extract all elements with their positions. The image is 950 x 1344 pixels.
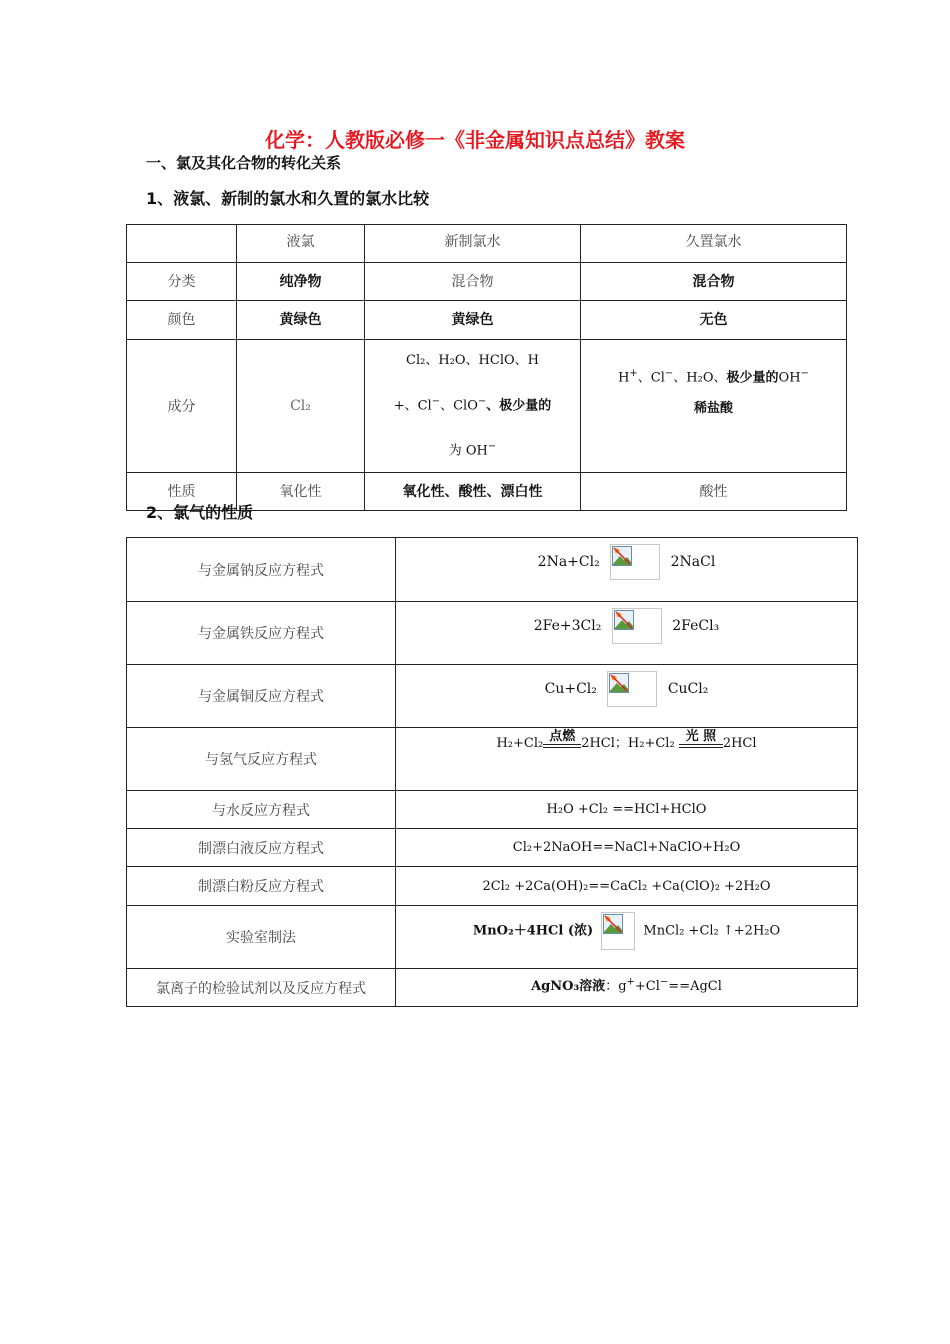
row-label: 成分 bbox=[127, 340, 237, 473]
table-row bbox=[127, 867, 858, 906]
superscript: − bbox=[664, 368, 674, 379]
text-span: OH bbox=[778, 370, 801, 386]
equation-part: ==AgCl bbox=[668, 979, 722, 994]
reaction-condition-arrow bbox=[543, 730, 581, 751]
table-cell: 黄绿色 bbox=[365, 301, 581, 340]
text-span: 、Cl bbox=[637, 370, 665, 386]
table-cell: 酸性 bbox=[581, 472, 847, 510]
text-span: +、Cl bbox=[393, 398, 432, 414]
superscript: − bbox=[487, 441, 497, 453]
table-cell: 氧化性 bbox=[237, 472, 365, 510]
table-row bbox=[127, 829, 858, 867]
subsection-heading-1: 1、液氯、新制的氯水和久置的氯水比较 bbox=[146, 189, 430, 208]
column-header: 液氯 bbox=[237, 225, 365, 263]
row-label: 颜色 bbox=[127, 301, 237, 340]
table-cell: 氧化性、酸性、漂白性 bbox=[365, 472, 581, 510]
equation-right: 2NaCl bbox=[670, 554, 716, 570]
equation-part: H₂+Cl₂ bbox=[496, 736, 544, 751]
superscript: − bbox=[659, 976, 669, 988]
text-span: 、ClO bbox=[440, 398, 478, 414]
superscript: − bbox=[431, 396, 441, 407]
row-label: 与金属铜反应方程式 bbox=[127, 665, 396, 728]
equation-cell bbox=[396, 602, 858, 665]
table-cell: Cl₂ bbox=[237, 340, 365, 473]
table-row bbox=[127, 906, 858, 969]
equation-left: Cu+Cl₂ bbox=[544, 681, 597, 697]
text-line bbox=[369, 381, 576, 426]
empty-header-cell bbox=[127, 225, 237, 263]
equation-right: CuCl₂ bbox=[667, 681, 709, 697]
table-row bbox=[127, 225, 847, 263]
condition-text: 点燃 bbox=[549, 729, 576, 744]
row-label: 实验室制法 bbox=[127, 906, 396, 969]
equation-cell bbox=[396, 728, 858, 791]
text-line: Cl₂、H₂O、HClO、H bbox=[406, 353, 539, 368]
table-cell-composition-new bbox=[365, 340, 581, 473]
table-cell: 纯净物 bbox=[237, 263, 365, 301]
equation-cell bbox=[396, 665, 858, 728]
broken-image-icon bbox=[601, 912, 635, 950]
broken-image-icon bbox=[610, 544, 660, 580]
text-span: H bbox=[618, 370, 630, 386]
equation-part: 2HCl bbox=[722, 736, 757, 751]
text-span: 极少量的 bbox=[726, 370, 779, 386]
equation-left: 2Na+Cl₂ bbox=[537, 554, 600, 570]
equation-cell: Cl₂+2NaOH==NaCl+NaClO+H₂O bbox=[396, 829, 858, 867]
row-label: 分类 bbox=[127, 263, 237, 301]
equation-part: 溶液 bbox=[579, 979, 606, 994]
equation-left: MnO₂＋4HCl (浓) bbox=[472, 923, 594, 939]
broken-image-icon bbox=[607, 671, 657, 707]
equation-part: +Cl bbox=[634, 979, 660, 994]
reaction-condition-arrow bbox=[679, 730, 723, 751]
equation-cell: 2Cl₂ +2Ca(OH)₂==CaCl₂ +Ca(ClO)₂ +2H₂O bbox=[396, 867, 858, 906]
table-row bbox=[127, 340, 847, 473]
superscript: + bbox=[626, 976, 635, 988]
table-cell: 黄绿色 bbox=[237, 301, 365, 340]
table-cell: 混合物 bbox=[581, 263, 847, 301]
row-label: 制漂白粉反应方程式 bbox=[127, 867, 396, 906]
row-label: 与氢气反应方程式 bbox=[127, 728, 396, 791]
equation-cell bbox=[396, 538, 858, 602]
table-cell: 无色 bbox=[581, 301, 847, 340]
table-row bbox=[127, 728, 858, 791]
broken-image-icon bbox=[612, 608, 662, 644]
text-span: 为 OH bbox=[448, 443, 488, 459]
equation-part: AgNO₃ bbox=[531, 979, 580, 994]
table-row bbox=[127, 969, 858, 1007]
equation-cell: H₂O +Cl₂ ==HCl+HClO bbox=[396, 791, 858, 829]
column-header: 久置氯水 bbox=[581, 225, 847, 263]
equation-left: 2Fe+3Cl₂ bbox=[533, 618, 602, 634]
table-row bbox=[127, 665, 858, 728]
table-cell: 混合物 bbox=[365, 263, 581, 301]
condition-text: 光 照 bbox=[685, 729, 717, 744]
table-row bbox=[127, 602, 858, 665]
document-title: 化学：人教版必修一《非金属知识点总结》教案 bbox=[265, 128, 685, 152]
table-cell-composition-old bbox=[581, 340, 847, 473]
equation-part: 2HCl；H₂+Cl₂ bbox=[581, 736, 675, 751]
text-line bbox=[585, 354, 842, 398]
text-span: 、H₂O、 bbox=[673, 370, 727, 386]
text-line: 稀盐酸 bbox=[693, 401, 733, 417]
row-label: 与金属铁反应方程式 bbox=[127, 602, 396, 665]
superscript: + bbox=[629, 368, 638, 379]
superscript: − bbox=[800, 368, 809, 379]
table-row bbox=[127, 538, 858, 602]
double-line bbox=[543, 744, 581, 748]
double-line bbox=[679, 744, 723, 748]
superscript: − bbox=[477, 396, 487, 407]
row-label: 氯离子的检验试剂以及反应方程式 bbox=[127, 969, 396, 1007]
table-row bbox=[127, 791, 858, 829]
text-span: 、极少量的 bbox=[486, 398, 552, 414]
equation-cell bbox=[396, 969, 858, 1007]
row-label: 制漂白液反应方程式 bbox=[127, 829, 396, 867]
chlorine-water-comparison-table bbox=[126, 224, 847, 511]
row-label: 性质 bbox=[127, 472, 237, 510]
chlorine-properties-table bbox=[126, 537, 858, 1007]
equation-right: MnCl₂ +Cl₂ ↑+2H₂O bbox=[643, 923, 781, 939]
subsection-heading-2: 2、氯气的性质 bbox=[146, 503, 254, 522]
column-header: 新制氯水 bbox=[365, 225, 581, 263]
text-line bbox=[369, 426, 576, 471]
equation-right: 2FeCl₃ bbox=[672, 618, 720, 634]
section-heading: 一、氯及其化合物的转化关系 bbox=[146, 154, 342, 172]
table-row bbox=[127, 263, 847, 301]
table-row bbox=[127, 301, 847, 340]
row-label: 与水反应方程式 bbox=[127, 791, 396, 829]
equation-cell bbox=[396, 906, 858, 969]
equation-part: ：g bbox=[605, 979, 627, 994]
row-label: 与金属钠反应方程式 bbox=[127, 538, 396, 602]
